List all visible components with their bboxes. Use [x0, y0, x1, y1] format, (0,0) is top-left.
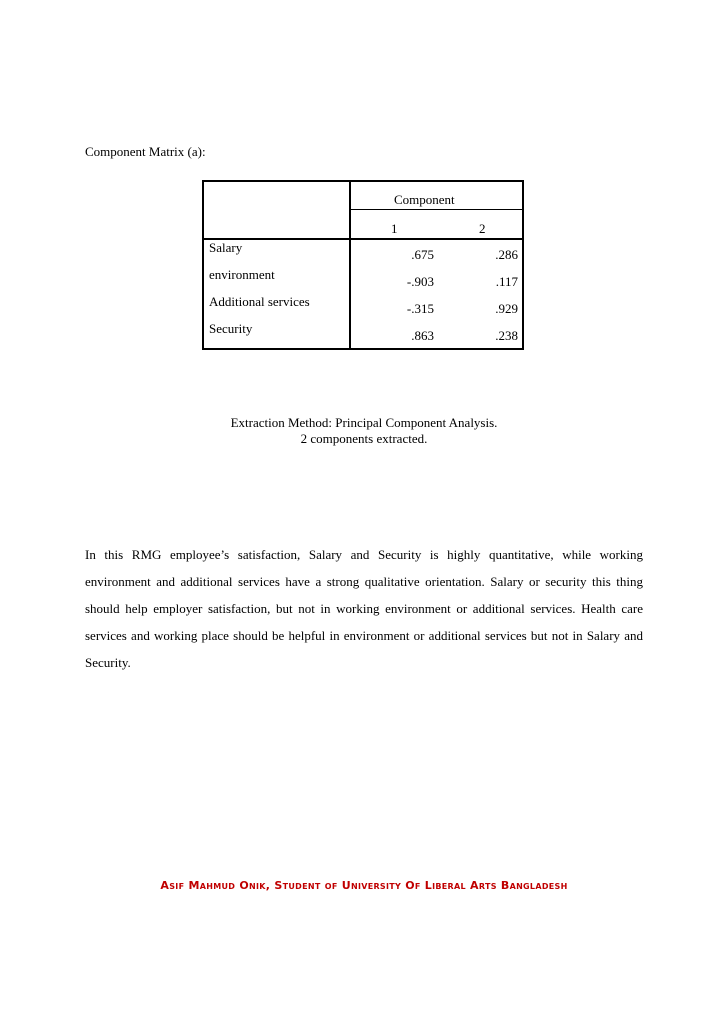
- header-divider: [351, 209, 522, 210]
- row-label-environment: environment: [209, 267, 275, 282]
- cell-value: .863: [411, 328, 434, 343]
- table-caption: Component Matrix (a):: [85, 144, 206, 159]
- cell-value: -.903: [406, 274, 434, 289]
- row-label-additional-services: Additional services: [209, 294, 310, 309]
- column-header-2: 2: [479, 221, 486, 236]
- cell-value: -.315: [406, 301, 434, 316]
- page-footer: Asif Mahmud Onik, Student of University Of Liberal Arts Bangladesh: [160, 879, 568, 892]
- column-header-1: 1: [391, 221, 398, 236]
- column-divider: [349, 182, 351, 348]
- component-header: Component: [394, 192, 455, 207]
- component-matrix-table: [202, 180, 524, 350]
- extraction-method-note: Extraction Method: Principal Component Analysis.: [230, 415, 498, 430]
- cell-value: .929: [495, 301, 518, 316]
- cell-value: .238: [495, 328, 518, 343]
- cell-value: .117: [495, 274, 518, 289]
- cell-value: .675: [411, 247, 434, 262]
- components-extracted-note: 2 components extracted.: [300, 431, 428, 446]
- body-paragraph: In this RMG employee’s satisfaction, Salary and Security is highly quantitative, while working environment and additional services have a strong qualitative orientation. Salary or security this thing should help employer satisfaction, but not in working environment or additional services. Health care services and working place should be helpful in environment or additional services but not in Salary and Security.: [85, 547, 643, 670]
- row-label-salary: Salary: [209, 240, 243, 255]
- header-bottom-rule: [204, 238, 522, 240]
- table-footnote: [150, 415, 578, 447]
- row-label-security: Security: [209, 321, 253, 336]
- cell-value: .286: [495, 247, 518, 262]
